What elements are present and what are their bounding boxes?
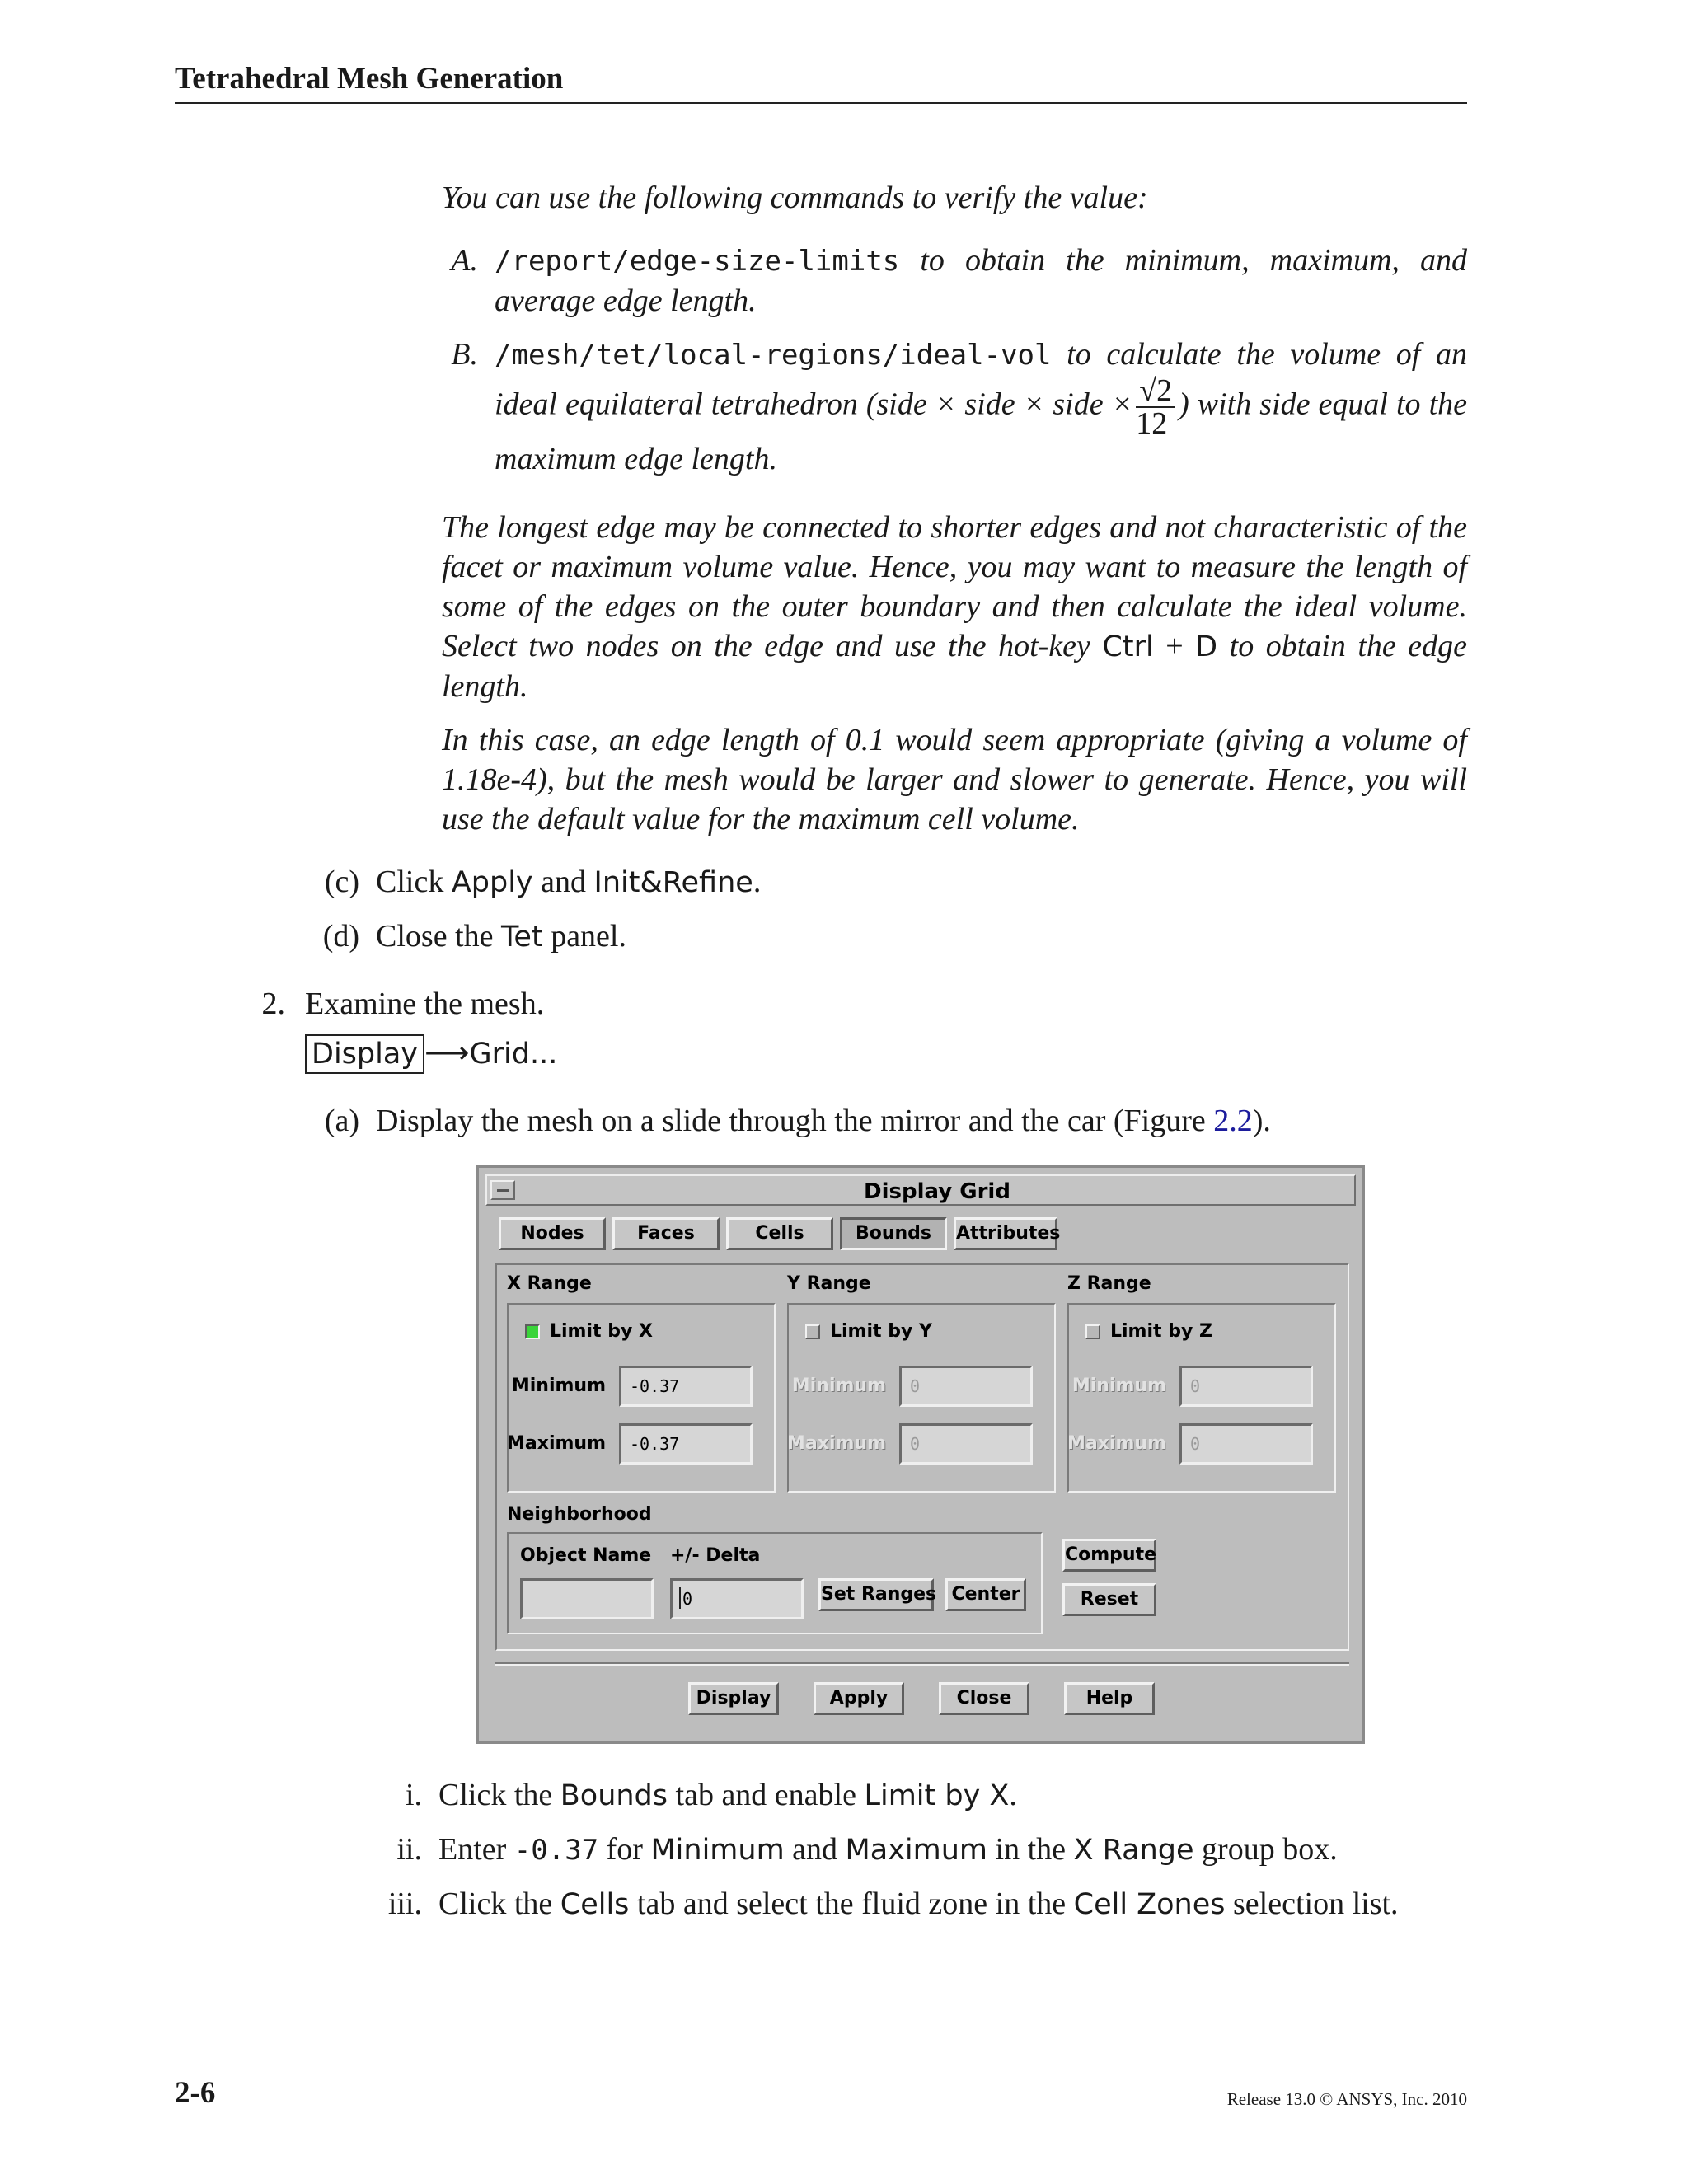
window-menu-button[interactable]: [490, 1180, 515, 1200]
neighborhood-label: Neighborhood: [507, 1504, 652, 1525]
cells-ref: Cells: [560, 1888, 630, 1921]
init-refine-ref: Init&Refine: [593, 866, 753, 899]
running-header: [175, 59, 1467, 104]
sqrt2-over-12-fraction: [1136, 375, 1175, 439]
apply-button[interactable]: Apply: [814, 1682, 904, 1715]
sub-step-iii-text-1: Click the: [438, 1886, 560, 1921]
value-ref: -0.37: [513, 1834, 599, 1867]
tab-bounds[interactable]: Bounds: [840, 1217, 947, 1250]
key-ctrl: Ctrl: [1102, 630, 1154, 663]
edge-length-paragraph: In this case, an edge length of 0.1 would seem appropriate (giving a volume of 1.18e-4), but the mesh would be larger and slower to generate. Hence, you will use the default value for the maximum cell volume.: [442, 723, 1467, 837]
tet-ref: Tet: [500, 921, 543, 954]
limit-by-x-ref: Limit by X: [864, 1779, 1010, 1812]
list-a-text: to obtain the minimum, maximum, and average edge length.: [495, 243, 1468, 318]
dialog-title: Display Grid: [864, 1179, 1010, 1204]
neighborhood-group: [507, 1532, 1043, 1634]
command-ideal-vol: /mesh/tet/local-regions/ideal-vol: [495, 339, 1052, 372]
y-maximum-label: Maximum: [787, 1433, 886, 1454]
menu-path: [305, 1033, 964, 1074]
sub-step-ii-text-2: for: [598, 1832, 651, 1867]
step-d-label: (d): [322, 919, 359, 954]
list-b-text-after: ) with side equal to the maximum edge length.: [495, 387, 1467, 476]
step-d: [313, 916, 1467, 957]
command-edge-size-limits: /report/edge-size-limits: [495, 245, 900, 278]
sub-step-ii-text-1: Enter: [438, 1832, 514, 1867]
cell-zones-ref: Cell Zones: [1073, 1888, 1226, 1921]
bounds-ref: Bounds: [560, 1779, 668, 1812]
x-maximum-input[interactable]: -0.37: [619, 1423, 753, 1465]
limit-by-z-label: Limit by Z: [1110, 1321, 1212, 1342]
delta-value: 0: [682, 1589, 693, 1609]
step-c-and: and: [541, 865, 587, 899]
display-button[interactable]: Display: [688, 1682, 779, 1715]
x-range-label: X Range: [507, 1273, 592, 1294]
display-grid-dialog: [476, 1165, 1365, 1744]
sub-step-i-text-1: Click the: [438, 1778, 560, 1812]
x-maximum-label: Maximum: [507, 1433, 606, 1454]
tab-attributes[interactable]: Attributes: [954, 1217, 1057, 1250]
z-maximum-input[interactable]: 0: [1179, 1423, 1313, 1465]
y-range-group: [787, 1303, 1056, 1493]
list-label-b: B.: [451, 337, 478, 372]
sub-step-i-text-2: tab and enable: [668, 1778, 865, 1812]
x-minimum-input[interactable]: -0.37: [619, 1366, 753, 1407]
z-minimum-input[interactable]: 0: [1179, 1366, 1313, 1407]
y-minimum-input[interactable]: 0: [899, 1366, 1033, 1407]
sub-step-i: [363, 1775, 1467, 1816]
limit-by-y-checkbox[interactable]: [805, 1324, 820, 1339]
apply-ref: Apply: [451, 866, 533, 899]
tab-cells[interactable]: Cells: [726, 1217, 833, 1250]
fraction-denominator: 12: [1136, 406, 1168, 441]
sub-step-i-end: .: [1009, 1778, 1017, 1812]
header-title: Tetrahedral Mesh Generation: [175, 62, 564, 96]
step-d-pre: Close the: [376, 919, 494, 954]
display-menu-box: Display: [305, 1034, 424, 1074]
step-c-label: (c): [324, 865, 359, 899]
step-2-text: Examine the mesh.: [305, 987, 545, 1021]
step-2: [247, 984, 1467, 1024]
intro-text: You can use the following commands to verify the value:: [442, 180, 1148, 215]
step-a-text: Display the mesh on a slide through the mirror and the car (Figure: [376, 1104, 1206, 1138]
figure-link[interactable]: 2.2: [1213, 1104, 1253, 1138]
object-name-input[interactable]: [520, 1578, 654, 1619]
sub-step-iii-text-2: tab and select the fluid zone in the: [629, 1886, 1074, 1921]
fraction-numerator: √2: [1136, 375, 1175, 408]
tab-faces[interactable]: Faces: [612, 1217, 720, 1250]
list-item-a: [442, 241, 1467, 321]
key-d: D: [1195, 630, 1218, 663]
step-a-end: ).: [1252, 1104, 1271, 1138]
text-cursor: [679, 1587, 681, 1609]
step-c: [313, 862, 1467, 902]
list-item-b: [442, 335, 1467, 479]
sub-step-iii: [363, 1884, 1467, 1924]
key-plus: +: [1165, 629, 1184, 663]
grid-menu-item: Grid...: [469, 1038, 558, 1071]
x-minimum-label: Minimum: [511, 1376, 606, 1396]
z-minimum-label: Minimum: [1071, 1376, 1166, 1396]
limit-by-x-checkbox[interactable]: [525, 1324, 540, 1339]
step-c-pre: Click: [376, 865, 444, 899]
reset-button[interactable]: Reset: [1062, 1583, 1156, 1616]
sub-step-iii-end: selection list.: [1225, 1886, 1399, 1921]
sub-step-ii-text-3: and: [784, 1832, 846, 1867]
list-b-text-before: to calculate the volume of an ideal equilateral tetrahedron (side × side × side ×: [495, 337, 1467, 422]
delta-label: +/- Delta: [670, 1545, 761, 1566]
release-note: Release 13.0 © ANSYS, Inc. 2010: [1226, 2089, 1467, 2109]
close-button[interactable]: Close: [939, 1682, 1029, 1715]
tab-nodes[interactable]: Nodes: [499, 1217, 606, 1250]
bounds-panel: [495, 1263, 1349, 1651]
dialog-separator: [495, 1662, 1349, 1666]
step-a-label: (a): [324, 1104, 359, 1138]
center-button[interactable]: Center: [945, 1578, 1026, 1611]
set-ranges-button[interactable]: Set Ranges: [818, 1578, 934, 1611]
x-range-group: [507, 1303, 776, 1493]
y-range-label: Y Range: [787, 1273, 871, 1294]
sub-step-ii-end: group box.: [1193, 1832, 1338, 1867]
object-name-label: Object Name: [520, 1545, 652, 1566]
maximum-ref: Maximum: [845, 1834, 988, 1867]
help-button[interactable]: Help: [1064, 1682, 1155, 1715]
sub-step-ii-label: ii.: [396, 1832, 422, 1867]
page-number: 2-6: [175, 2076, 216, 2110]
para1-tail: to obtain the edge length.: [442, 629, 1467, 704]
dialog-titlebar: [485, 1174, 1356, 1206]
sub-step-ii-text-4: in the: [987, 1832, 1074, 1867]
z-range-group: [1067, 1303, 1336, 1493]
step-d-post: panel.: [551, 919, 626, 954]
sub-step-iii-label: iii.: [387, 1886, 422, 1921]
limit-by-y-label: Limit by Y: [830, 1321, 932, 1342]
step-2-label: 2.: [261, 987, 285, 1021]
x-range-ref: X Range: [1073, 1834, 1194, 1867]
limit-by-z-checkbox[interactable]: [1085, 1324, 1100, 1339]
z-range-label: Z Range: [1067, 1273, 1151, 1294]
para1-text: The longest edge may be connected to shorter edges and not characteristic of the facet or maximum volume value. Hence, you may want to measure the length of some of the edges on the outer boundary and then calculate the ideal volume. Select two nodes on the edge and use the hot-key: [442, 510, 1467, 663]
y-maximum-input[interactable]: 0: [899, 1423, 1033, 1465]
list-label-a: A.: [451, 243, 478, 278]
step-a: [313, 1101, 1467, 1141]
menu-arrow: ⟶: [424, 1036, 470, 1071]
limit-by-x-label: Limit by X: [550, 1321, 653, 1342]
compute-button[interactable]: Compute: [1062, 1539, 1156, 1572]
minimum-ref: Minimum: [650, 1834, 785, 1867]
y-minimum-label: Minimum: [791, 1376, 886, 1396]
z-maximum-label: Maximum: [1067, 1433, 1166, 1454]
delta-input[interactable]: [670, 1578, 804, 1619]
sub-step-i-label: i.: [405, 1778, 422, 1812]
longest-edge-paragraph: [442, 508, 1467, 706]
sub-step-ii: [363, 1830, 1467, 1870]
step-c-end: .: [753, 865, 762, 899]
